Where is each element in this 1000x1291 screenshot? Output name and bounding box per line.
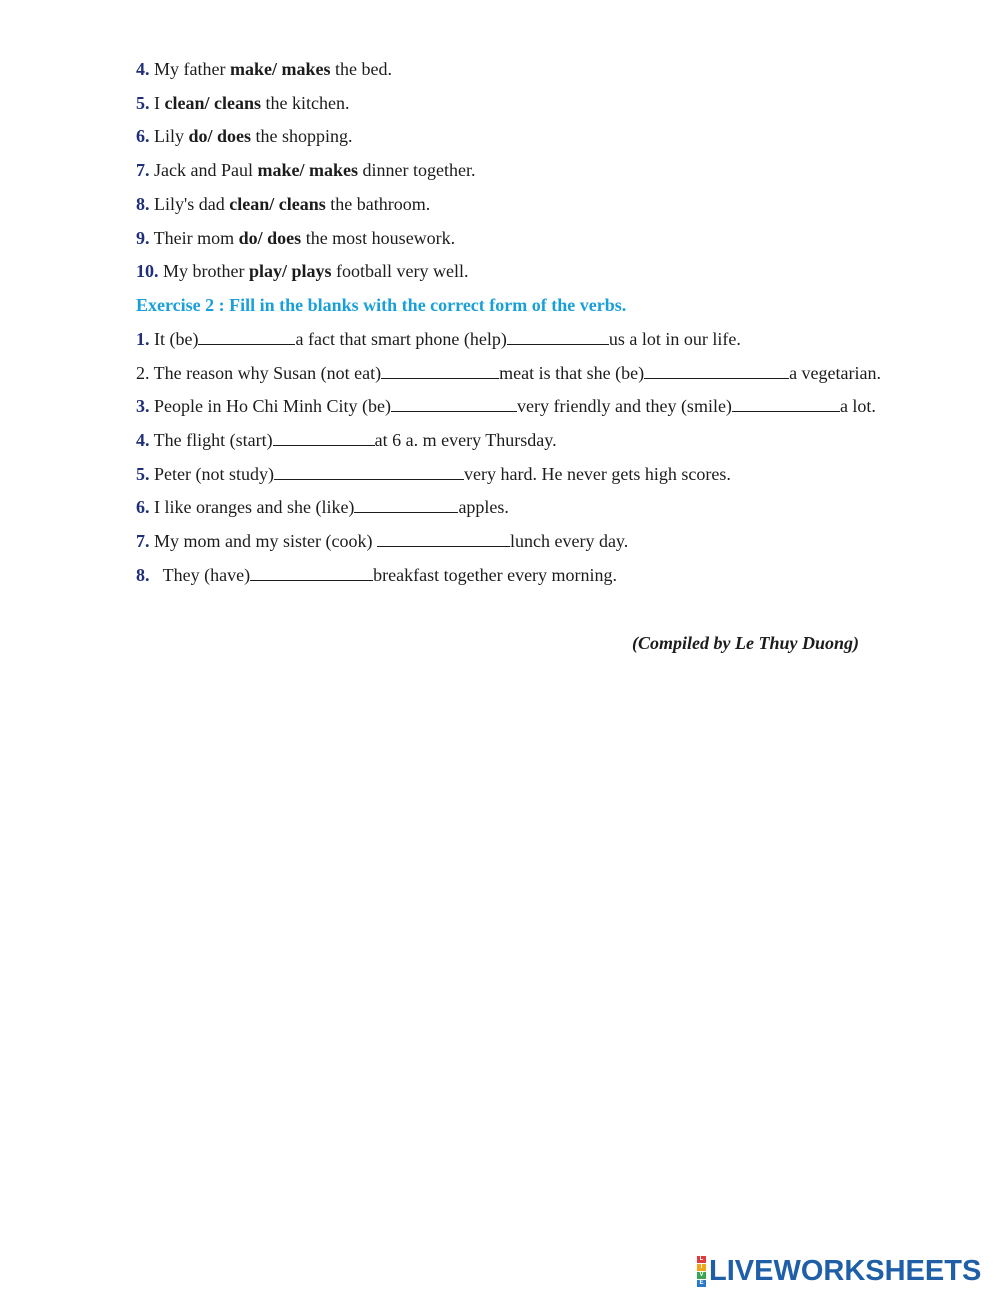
exercise1-item xyxy=(136,260,468,282)
verb-choice: play/ plays xyxy=(248,261,332,281)
exercise2-heading: Exercise 2 : Fill in the blanks with the correct form of the verbs. xyxy=(136,295,627,315)
item-text: the bed. xyxy=(330,59,392,79)
item-text: at 6 a. m every Thursday. xyxy=(374,430,557,450)
item-text: very friendly and they (smile) xyxy=(517,396,732,416)
item-text: Jack and Paul xyxy=(149,160,258,180)
item-text: apples. xyxy=(458,497,509,517)
exercise2-item xyxy=(136,496,509,518)
exercise1-item xyxy=(136,227,455,249)
logo-square: E xyxy=(697,1280,706,1287)
answer-blank[interactable] xyxy=(250,565,373,581)
item-text: They (have) xyxy=(149,565,251,585)
answer-blank[interactable] xyxy=(507,329,609,345)
item-text: The flight (start) xyxy=(149,430,273,450)
compiled-by-credit: (Compiled by Le Thuy Duong) xyxy=(632,633,859,653)
exercise2-item xyxy=(136,564,617,586)
exercise1-item xyxy=(136,92,349,114)
logo-square: L xyxy=(697,1256,706,1263)
item-text: People in Ho Chi Minh City (be) xyxy=(149,396,391,416)
item-text: the shopping. xyxy=(251,126,353,146)
item-number: 6. xyxy=(136,497,150,517)
item-number: 7. xyxy=(136,531,150,551)
item-text: My brother xyxy=(158,261,249,281)
answer-blank[interactable] xyxy=(274,464,464,480)
item-text: breakfast together every morning. xyxy=(373,565,618,585)
logo-square: I xyxy=(697,1264,706,1271)
item-text: the kitchen. xyxy=(261,93,350,113)
logo-squares-icon xyxy=(697,1256,706,1287)
item-number: 5. xyxy=(136,464,150,484)
item-text: meat is that she (be) xyxy=(499,363,645,383)
item-text: I xyxy=(149,93,165,113)
item-text: Lily's dad xyxy=(149,194,230,214)
item-text: I like oranges and she (like) xyxy=(149,497,355,517)
logo-text: LIVEWORKSHEETS xyxy=(709,1254,982,1287)
item-text: lunch every day. xyxy=(509,531,629,551)
item-number: 6. xyxy=(136,126,150,146)
item-text: Their mom xyxy=(149,228,239,248)
answer-blank[interactable] xyxy=(377,531,510,547)
item-number: 9. xyxy=(136,228,150,248)
item-number: 8. xyxy=(136,565,150,585)
item-text: very hard. He never gets high scores. xyxy=(463,464,731,484)
exercise1-item xyxy=(136,125,353,147)
liveworksheets-logo xyxy=(697,1255,981,1287)
item-number: 2. xyxy=(136,363,150,383)
exercise1-item xyxy=(136,193,430,215)
exercise2-item xyxy=(136,362,881,384)
item-text: us a lot in our life. xyxy=(608,329,741,349)
item-text: It (be) xyxy=(149,329,199,349)
answer-blank[interactable] xyxy=(381,363,499,379)
item-text: dinner together. xyxy=(357,160,476,180)
item-text: the most housework. xyxy=(301,228,456,248)
item-text: Lily xyxy=(149,126,189,146)
item-number: 4. xyxy=(136,59,150,79)
exercise2-item xyxy=(136,429,557,451)
answer-blank[interactable] xyxy=(354,497,458,513)
answer-blank[interactable] xyxy=(273,430,375,446)
verb-choice: do/ does xyxy=(188,126,252,146)
item-text: a vegetarian. xyxy=(789,363,882,383)
item-number: 8. xyxy=(136,194,150,214)
exercise2-item xyxy=(136,328,741,350)
verb-choice: do/ does xyxy=(238,228,302,248)
exercise1-item xyxy=(136,159,475,181)
verb-choice: clean/ cleans xyxy=(164,93,261,113)
exercise1-item xyxy=(136,58,392,80)
exercise2-item xyxy=(136,463,731,485)
item-number: 4. xyxy=(136,430,150,450)
answer-blank[interactable] xyxy=(198,329,295,345)
item-text: The reason why Susan (not eat) xyxy=(149,363,382,383)
answer-blank[interactable] xyxy=(732,396,840,412)
item-number: 5. xyxy=(136,93,150,113)
verb-choice: make/ makes xyxy=(229,59,331,79)
item-number: 7. xyxy=(136,160,150,180)
verb-choice: clean/ cleans xyxy=(229,194,326,214)
exercise2-item xyxy=(136,395,876,417)
logo-square: V xyxy=(697,1272,706,1279)
item-number: 3. xyxy=(136,396,150,416)
exercise2-item xyxy=(136,530,628,552)
answer-blank[interactable] xyxy=(391,396,517,412)
item-text: a lot. xyxy=(839,396,876,416)
item-text: Peter (not study) xyxy=(149,464,274,484)
item-text: My father xyxy=(149,59,230,79)
item-text: a fact that smart phone (help) xyxy=(295,329,507,349)
verb-choice: make/ makes xyxy=(257,160,358,180)
answer-blank[interactable] xyxy=(644,363,789,379)
item-text: the bathroom. xyxy=(325,194,431,214)
item-number: 10. xyxy=(136,261,159,281)
item-number: 1. xyxy=(136,329,150,349)
item-text: My mom and my sister (cook) xyxy=(149,531,377,551)
item-text: football very well. xyxy=(331,261,469,281)
